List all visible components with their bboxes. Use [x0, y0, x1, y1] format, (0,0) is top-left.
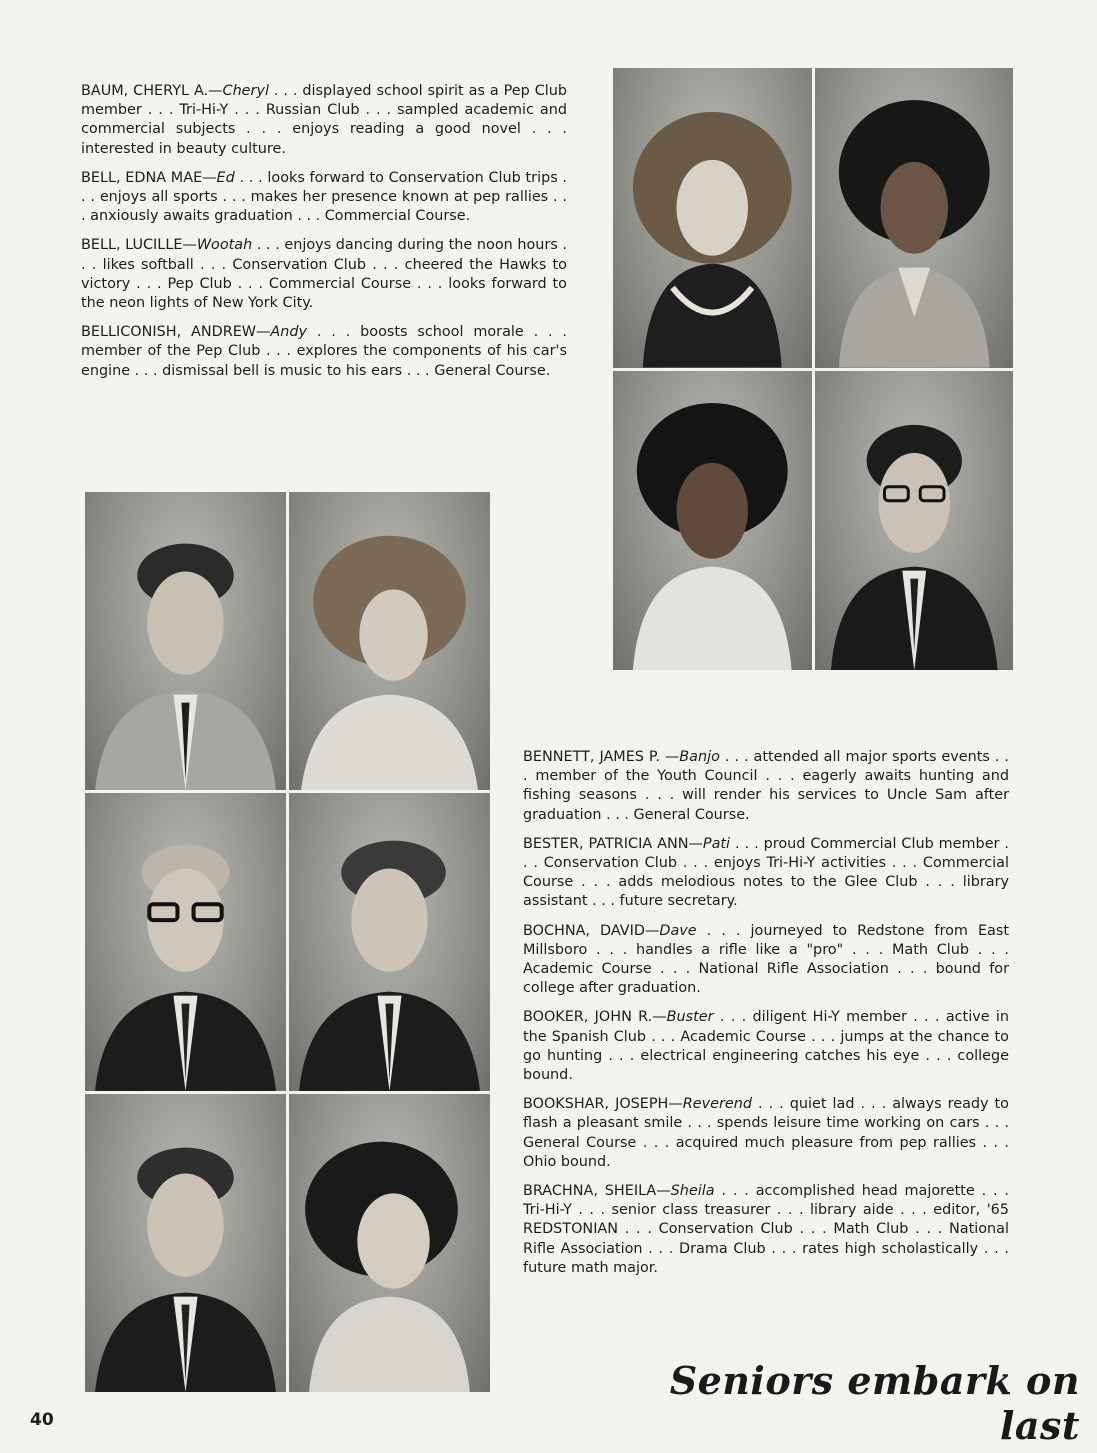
bio-nickname: Ed [216, 169, 235, 186]
portrait-grid-top [613, 68, 1013, 670]
bio-name: BELLICONISH, ANDREW— [81, 324, 271, 341]
portrait-grid-bottom [85, 492, 490, 1392]
bio-text: . . . looks forward to Conservation Club trips . . . enjoys all sports . . . makes her presence known at pep rallies . . . anxiously awaits graduation . . . Commercial Course. [81, 169, 567, 225]
bio-nickname: Banjo [679, 749, 720, 765]
bio-name: BESTER, PATRICIA ANN— [523, 835, 703, 852]
bio-name: BAUM, CHERYL A.— [81, 83, 223, 99]
bio-entry-baum [81, 82, 567, 159]
bio-entry-belliconish [81, 323, 567, 381]
bio-text: . . . boosts school morale . . . member of the Pep Club . . . explores the components of his car's engine . . . dismissal bell is music to his ears . . . General Course. [81, 324, 567, 379]
bio-name: BENNETT, JAMES P. — [523, 749, 680, 765]
bio-entry-booker [523, 1008, 1009, 1085]
bio-name: BOCHNA, DAVID— [523, 922, 660, 939]
bio-column-top [81, 82, 567, 391]
bio-nickname: Pati [702, 835, 731, 852]
bio-entry-bell-lucille [81, 236, 567, 313]
portrait-photo [85, 793, 286, 1091]
portrait-photo [815, 68, 1014, 368]
portrait-photo [85, 492, 286, 790]
bio-name: BOOKER, JOHN R.— [523, 1009, 667, 1026]
bio-column-bottom [523, 748, 1009, 1288]
bio-name: BRACHNA, SHEILA— [523, 1183, 671, 1200]
bio-text: . . . quiet lad . . . always ready to flash a pleasant smile . . . spends leisure time working on cars . . . General Course . . . acquired much pleasure from pep rallies . . . Ohio bound. [523, 1096, 1009, 1170]
portrait-photo [613, 68, 812, 368]
bio-text: . . . journeyed to Redstone from East Millsboro . . . handles a rifle like a "pro" . . . Math Club . . . Academic Course . . . National Rifle Association . . . bound for college after graduation. [523, 922, 1009, 997]
bio-text: . . . proud Commercial Club member . . . Conservation Club . . . enjoys Tri-Hi-Y activities . . . Commercial Course . . . adds melodious notes to the Glee Club . . . library assistant . . . future secretary. [523, 835, 1009, 910]
bio-name: BELL, LUCILLE— [81, 237, 197, 254]
bio-entry-bester [523, 835, 1009, 912]
bio-text: . . . accomplished head majorette . . . Tri-Hi-Y . . . senior class treasurer . . . library aide . . . editor, '65 REDSTONIAN . . . Conservation Club . . . Math Club . . . National Rifle Association . . . Drama Club . . . rates high scholastically . . . future math major. [523, 1183, 1009, 1276]
bio-text: . . . displayed school spirit as a Pep Club member . . . Tri-Hi-Y . . . Russian Club . . . sampled academic and commercial subjects . . . enjoys reading a good novel . . . interested in beauty culture. [81, 83, 568, 157]
bio-nickname: Cheryl [222, 83, 269, 99]
bio-nickname: Sheila [670, 1183, 715, 1200]
bio-name: BELL, EDNA MAE— [81, 169, 217, 186]
bio-text: . . . enjoys dancing during the noon hours . . . likes softball . . . Conservation Club . . . cheered the Hawks to victory . . . Pep Club . . . Commercial Course . . . looks forward to the neon lights of New York City. [81, 237, 567, 312]
portrait-photo [815, 371, 1014, 671]
bio-text: . . . attended all major sports events . . . member of the Youth Council . . . eagerly awaits hunting and fishing seasons . . . will render his services to Uncle Sam after graduation . . . General Course. [523, 749, 1010, 823]
portrait-photo [85, 1094, 286, 1392]
portrait-photo [289, 793, 490, 1091]
bio-nickname: Buster [666, 1009, 714, 1026]
bio-name: BOOKSHAR, JOSEPH— [523, 1096, 683, 1113]
portrait-photo [613, 371, 812, 671]
bio-entry-bell-edna [81, 169, 567, 227]
bio-nickname: Reverend [682, 1096, 753, 1113]
bio-nickname: Dave [659, 922, 697, 939]
bio-nickname: Andy [270, 324, 308, 341]
portrait-photo [289, 492, 490, 790]
bio-entry-bochna [523, 922, 1009, 999]
page-number: 40 [30, 1410, 54, 1430]
bio-entry-brachna [523, 1182, 1009, 1278]
portrait-photo [289, 1094, 490, 1392]
page-headline: Seniors embark on last [669, 1358, 1080, 1448]
bio-text: . . . diligent Hi-Y member . . . active in the Spanish Club . . . Academic Course . . . jumps at the chance to go hunting . . . electrical engineering catches his eye . . . college bound. [523, 1009, 1009, 1084]
bio-entry-bookshar [523, 1095, 1009, 1172]
bio-entry-bennett [523, 748, 1009, 825]
bio-nickname: Wootah [196, 237, 253, 254]
